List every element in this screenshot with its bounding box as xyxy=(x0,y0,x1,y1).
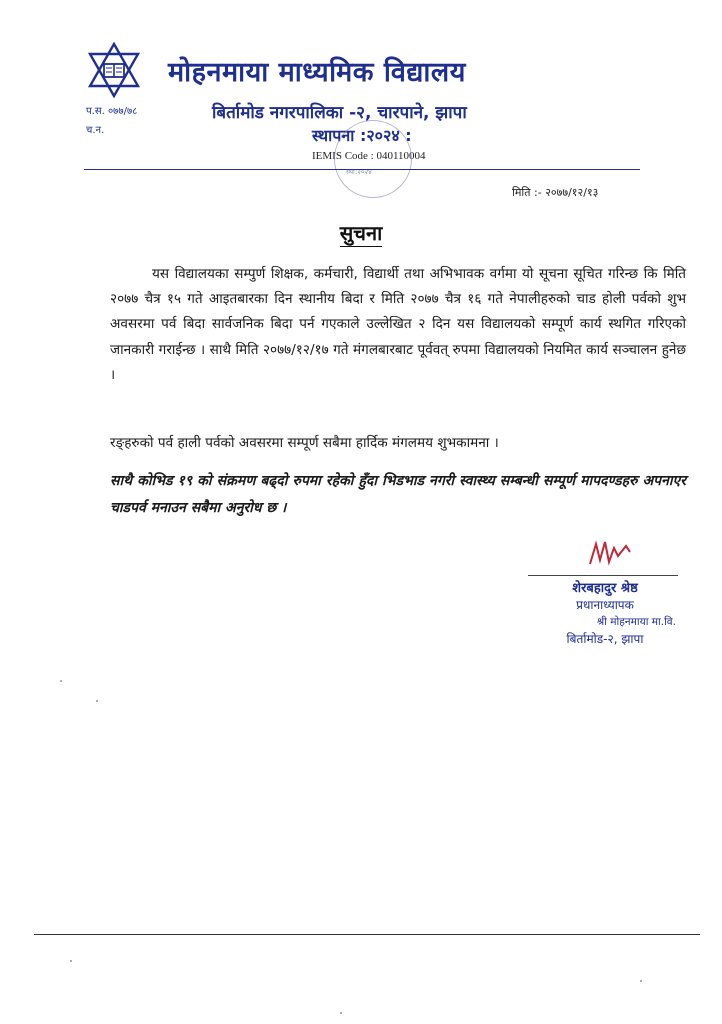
signatory-school: श्री मोहनमाया मा.वि. xyxy=(596,616,676,628)
scan-speck xyxy=(96,700,98,702)
reference-number: प.स. ०७७/७८ xyxy=(86,106,138,117)
notice-date: मिति :- २०७७/१२/१३ xyxy=(512,186,599,199)
signatory-title: प्रधानाध्यापक xyxy=(576,598,634,612)
scan-speck xyxy=(60,680,62,682)
notice-paragraph-2: रङ्हरुको पर्व हाली पर्वको अवसरमा सम्पूर्ण सबैमा हार्दिक मंगलमय शुभकामना । xyxy=(110,435,499,451)
header-divider xyxy=(84,169,640,170)
school-address: बिर्तामोड नगरपालिका -२, चारपाने, झापा xyxy=(212,103,467,123)
office-stamp xyxy=(334,120,412,198)
school-name: मोहनमाया माध्यमिक विद्यालय xyxy=(168,57,466,88)
notice-paragraph-3: साथै कोभिड १९ को संक्रमण बढ्दो रुपमा रहेको हुँदा भिडभाड नगरी स्वास्थ्य सम्बन्धी सम्पूर्ण मापदण्डहरु अपनाएर चाडपर्व मनाउन सबैमा अनुरोध छ । xyxy=(110,473,686,516)
signatory-name: शेरबहादुर श्रेष्ठ xyxy=(572,581,638,596)
notice-title xyxy=(0,219,722,246)
scan-speck xyxy=(340,1012,342,1014)
school-logo-icon xyxy=(86,42,142,98)
notice-title-text: सुचना xyxy=(339,221,383,245)
signatory-address: बिर्तामोड-२, झापा xyxy=(566,632,644,646)
notice-paragraph-1: यस विद्यालयका सम्पुर्ण शिक्षक, कर्मचारी, विद्यार्थी तथा अभिभावक वर्गमा यो सूचना सूचित गरिन्छ कि मिति २०७७ चैत्र १५ गते आइतबारका दिन स्थानीय बिदा र मिति २०७७ चैत्र १६ गते नेपालीहरुको चाड होली पर्वको शुभ अवसरमा पर्व बिदा सार्वजनिक बिदा पर्न गएकाले उल्लेखित २ दिन यस विद्यालयको सम्पूर्ण कार्य स्थगित गरिएको जानकारी गराईन्छ । साथै मिति २०७७/१२/१७ गते मंगलबारबाट पूर्ववत् रुपमा विद्यालयको नियमित कार्य सञ्चालन हुनेछ । xyxy=(110,266,686,383)
stamp-text: स्था:२०२४ xyxy=(346,168,372,176)
established-year: स्थापना :२०२४ : xyxy=(312,126,412,145)
dispatch-number: च.न. xyxy=(86,125,105,136)
signature-scribble-icon xyxy=(588,538,632,568)
footer-divider xyxy=(34,934,700,935)
iemis-code: IEMIS Code : 040110004 xyxy=(312,150,426,162)
scan-speck xyxy=(640,980,642,982)
scan-speck xyxy=(70,960,72,962)
signature-block xyxy=(520,580,690,648)
signature-line xyxy=(528,575,678,576)
